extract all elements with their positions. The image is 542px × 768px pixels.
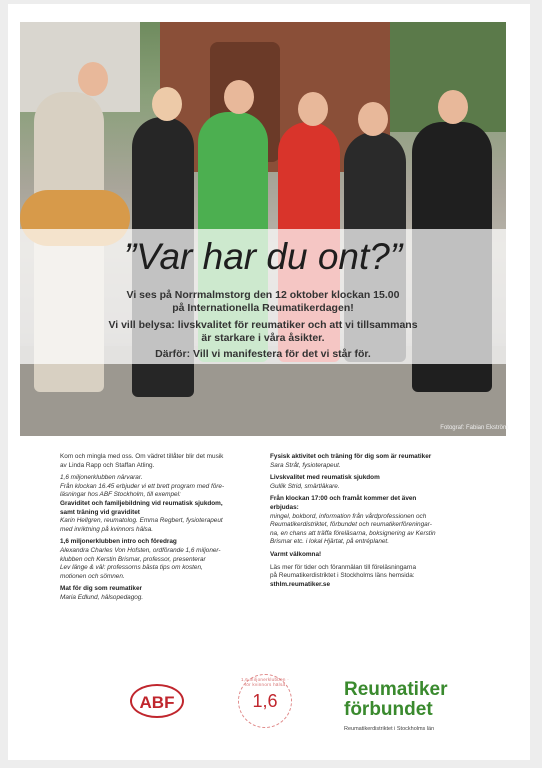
headline-quote: ”Var har du ont?” bbox=[123, 236, 403, 277]
section-heading: Från klockan 17:00 och framåt kommer det även bbox=[270, 495, 417, 503]
event-line-4: är starkare i våra åsikter. bbox=[201, 332, 325, 344]
website-link[interactable]: sthlm.reumatiker.se bbox=[270, 580, 331, 588]
section-heading: Livskvalitet med reumatisk sjukdom bbox=[270, 474, 380, 482]
section-heading: 1,6 miljonerklubben intro och föredrag bbox=[60, 538, 177, 546]
event-line-1: Vi ses på Norrmalmstorg den 12 oktober klockan 15.00 bbox=[126, 289, 400, 301]
section-heading: Fysisk aktivitet och träning för dig som är reumatiker bbox=[270, 453, 432, 460]
left-column: Kom och mingla med oss. Om vädret tillåter blir det musik av Linda Rapp och Staffan Atling. 1,6 miljonerklubben närvarar. Från klockan 16.45 erbjuder vi ett brett program med före- läsningar hos ABF Stockholm, till exempel: Graviditet och familjebildning vid reumatisk sjukdom, samt träning vid graviditet Karin Hellgren, reumatolog. Emma Regbert, fysioterapeut med inriktning på kvinnors hälsa. 1,6 miljonerklubben intro och föredrag Alexandra Charles Von Hofsten, ordförande 1,6 miljoner- klubben och Kerstin Brismar, professor, presenterar Lev länge & väl: professorns bästa tips om kosten, motionen och sömnen. Mat för dig som reumatiker Maria Edlund, hälsopedagog. bbox=[60, 453, 270, 603]
section-heading: Mat för dig som reumatiker bbox=[60, 585, 143, 593]
reumatikerforbundet-subtitle: Reumatikerdistriktet i Stockholms län bbox=[344, 726, 435, 732]
photo-credit: Fotograf: Fabian Ekström bbox=[440, 425, 508, 431]
event-line-2: på Internationella Reumatikerdagen! bbox=[172, 302, 354, 314]
event-line-3: Vi vill belysa: livskvalitet för reumatiker och att vi tillsammans bbox=[108, 319, 418, 331]
group-photo bbox=[20, 22, 506, 436]
welcome-text: Varmt välkomna! bbox=[270, 550, 322, 558]
reumatikerforbundet-logo: Reumatiker förbundet bbox=[344, 679, 448, 720]
right-column: Fysisk aktivitet och träning för dig som är reumatiker Sara Stråt, fysioterapeut. Livskvalitet med reumatisk sjukdom Gullik Strid, smärtläkare. Från klockan 17:00 och framåt kommer det även erbjudas: mingel, bokbord, information från vårdprofessionen och Reumatikerdistriktet, förbundet och reumatikerföreningar- na, en chans att träffa föreläsarna, boksignering av Kerstin Brismar etc. i lokal Hjärtat, på entréplanet. Varmt välkomna! Läs mer för tider och föranmälan till föreläsningarna på Reumatikerdistriktet i Stockholms läns hemsida: sthlm.reumatiker.se bbox=[270, 453, 490, 589]
miljonerklubben-logo: 1,6 miljonerklubben · för kvinnors hälsa 1,6 bbox=[238, 674, 292, 728]
event-line-5: Därför: Vill vi manifestera för det vi står för. bbox=[155, 348, 371, 360]
section-heading: Graviditet och familjebildning vid reumatisk sjukdom, bbox=[60, 499, 223, 507]
abf-logo: ABF bbox=[130, 684, 184, 718]
